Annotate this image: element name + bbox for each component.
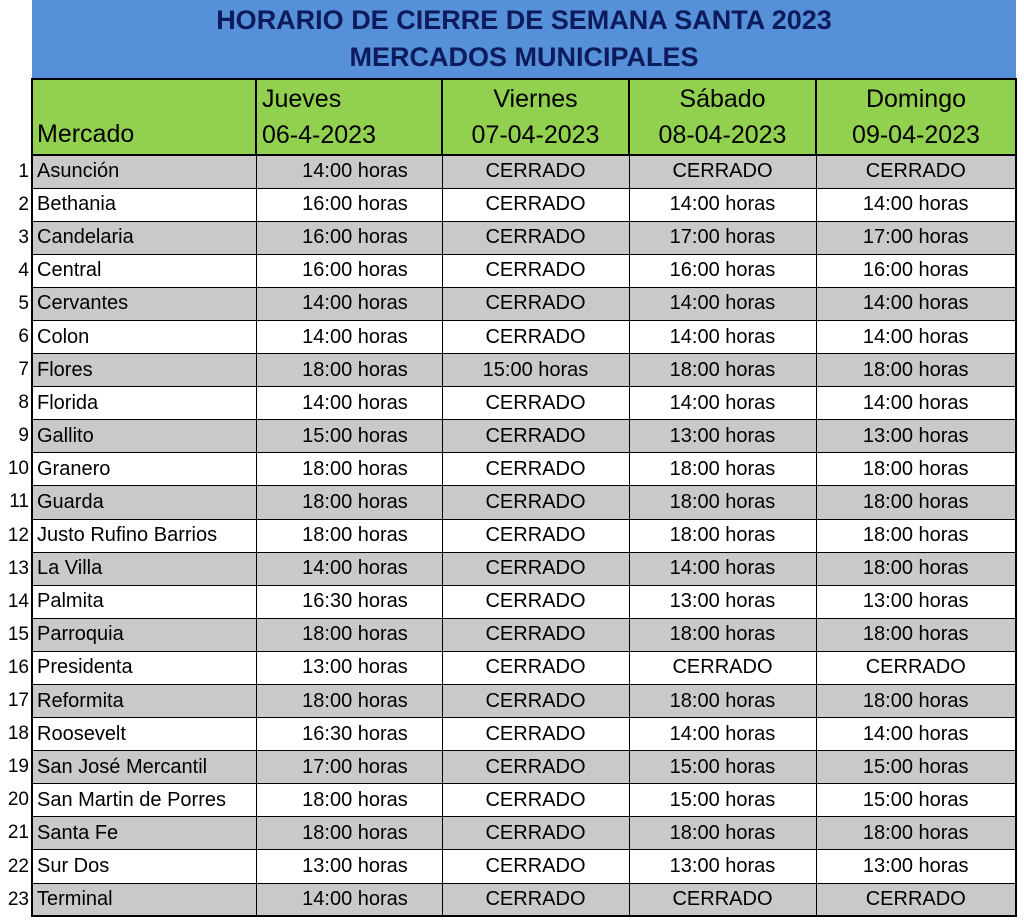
cell-sabado: 13:00 horas: [629, 420, 816, 453]
market-name: Candelaria: [32, 221, 256, 254]
cell-jueves: 18:00 horas: [256, 453, 442, 486]
cell-sabado: CERRADO: [629, 883, 816, 916]
cell-jueves: 18:00 horas: [256, 784, 442, 817]
row-number: 19: [0, 751, 32, 784]
table-row: [0, 221, 1016, 254]
market-name: Cervantes: [32, 287, 256, 320]
table-row: [0, 287, 1016, 320]
cell-viernes: CERRADO: [442, 420, 629, 453]
cell-sabado: 13:00 horas: [629, 585, 816, 618]
cell-sabado: CERRADO: [629, 155, 816, 188]
row-number: 4: [0, 254, 32, 287]
market-name: Palmita: [32, 585, 256, 618]
table-row: [0, 354, 1016, 387]
date-label: 06-4-2023: [262, 121, 376, 149]
table-row: [0, 552, 1016, 585]
cell-viernes: CERRADO: [442, 685, 629, 718]
cell-viernes: CERRADO: [442, 155, 629, 188]
day-label: Jueves: [262, 85, 342, 113]
day-label: Sábado: [679, 85, 766, 113]
header-sabado: [629, 79, 816, 155]
market-name: Roosevelt: [32, 718, 256, 751]
cell-domingo: 14:00 horas: [816, 387, 1016, 420]
cell-domingo: 18:00 horas: [816, 486, 1016, 519]
cell-domingo: 14:00 horas: [816, 188, 1016, 221]
row-number: 14: [0, 585, 32, 618]
cell-domingo: 18:00 horas: [816, 618, 1016, 651]
row-number-header: [0, 79, 32, 155]
cell-jueves: 18:00 horas: [256, 685, 442, 718]
cell-sabado: 14:00 horas: [629, 320, 816, 353]
cell-domingo: 18:00 horas: [816, 552, 1016, 585]
cell-jueves: 18:00 horas: [256, 354, 442, 387]
cell-viernes: CERRADO: [442, 486, 629, 519]
cell-jueves: 13:00 horas: [256, 850, 442, 883]
cell-jueves: 16:00 horas: [256, 221, 442, 254]
cell-viernes: CERRADO: [442, 850, 629, 883]
cell-viernes: CERRADO: [442, 784, 629, 817]
cell-domingo: 13:00 horas: [816, 420, 1016, 453]
cell-viernes: CERRADO: [442, 883, 629, 916]
cell-viernes: CERRADO: [442, 453, 629, 486]
cell-jueves: 18:00 horas: [256, 486, 442, 519]
cell-viernes: CERRADO: [442, 387, 629, 420]
market-name: San Martin de Porres: [32, 784, 256, 817]
cell-sabado: 14:00 horas: [629, 188, 816, 221]
market-name: Presidenta: [32, 651, 256, 684]
cell-viernes: CERRADO: [442, 519, 629, 552]
table-row: [0, 751, 1016, 784]
cell-sabado: 18:00 horas: [629, 685, 816, 718]
row-number: 7: [0, 354, 32, 387]
cell-domingo: 18:00 horas: [816, 519, 1016, 552]
cell-sabado: 16:00 horas: [629, 254, 816, 287]
title-line-2: MERCADOS MUNICIPALES: [349, 42, 699, 72]
market-name: Colon: [32, 320, 256, 353]
table-row: [0, 685, 1016, 718]
cell-sabado: 14:00 horas: [629, 387, 816, 420]
title-banner: [32, 0, 1016, 78]
cell-viernes: CERRADO: [442, 221, 629, 254]
cell-sabado: 18:00 horas: [629, 486, 816, 519]
cell-jueves: 14:00 horas: [256, 552, 442, 585]
row-number: 6: [0, 320, 32, 353]
cell-viernes: CERRADO: [442, 552, 629, 585]
table-header: [0, 79, 1016, 155]
market-name: Sur Dos: [32, 850, 256, 883]
cell-viernes: CERRADO: [442, 320, 629, 353]
market-name: Justo Rufino Barrios: [32, 519, 256, 552]
table-row: [0, 883, 1016, 916]
market-name: Reformita: [32, 685, 256, 718]
cell-sabado: 18:00 horas: [629, 453, 816, 486]
cell-jueves: 14:00 horas: [256, 320, 442, 353]
cell-sabado: 18:00 horas: [629, 354, 816, 387]
cell-sabado: 17:00 horas: [629, 221, 816, 254]
market-name: Flores: [32, 354, 256, 387]
cell-viernes: CERRADO: [442, 817, 629, 850]
cell-domingo: 18:00 horas: [816, 453, 1016, 486]
row-number: 23: [0, 883, 32, 916]
row-number: 11: [0, 486, 32, 519]
row-number: 17: [0, 685, 32, 718]
cell-domingo: CERRADO: [816, 155, 1016, 188]
table-row: [0, 585, 1016, 618]
table-row: [0, 519, 1016, 552]
row-number: 3: [0, 221, 32, 254]
cell-jueves: 14:00 horas: [256, 883, 442, 916]
row-number: 15: [0, 618, 32, 651]
cell-viernes: CERRADO: [442, 651, 629, 684]
row-number: 13: [0, 552, 32, 585]
table-row: [0, 420, 1016, 453]
market-name: Bethania: [32, 188, 256, 221]
cell-viernes: CERRADO: [442, 585, 629, 618]
market-name: Santa Fe: [32, 817, 256, 850]
table-row: [0, 718, 1016, 751]
cell-sabado: 14:00 horas: [629, 552, 816, 585]
market-name: San José Mercantil: [32, 751, 256, 784]
cell-domingo: 18:00 horas: [816, 817, 1016, 850]
table-row: [0, 850, 1016, 883]
row-number: 20: [0, 784, 32, 817]
table-row: [0, 486, 1016, 519]
cell-domingo: 15:00 horas: [816, 751, 1016, 784]
cell-domingo: 16:00 horas: [816, 254, 1016, 287]
cell-domingo: CERRADO: [816, 651, 1016, 684]
cell-jueves: 18:00 horas: [256, 618, 442, 651]
row-number: 8: [0, 387, 32, 420]
day-label: Domingo: [865, 85, 967, 113]
header-viernes: [442, 79, 629, 155]
date-label: 07-04-2023: [471, 121, 600, 149]
row-number: 9: [0, 420, 32, 453]
cell-domingo: 17:00 horas: [816, 221, 1016, 254]
table-row: [0, 155, 1016, 188]
cell-jueves: 16:30 horas: [256, 585, 442, 618]
cell-jueves: 13:00 horas: [256, 651, 442, 684]
cell-sabado: CERRADO: [629, 651, 816, 684]
cell-jueves: 18:00 horas: [256, 817, 442, 850]
row-number: 5: [0, 287, 32, 320]
cell-domingo: 18:00 horas: [816, 685, 1016, 718]
row-number: 18: [0, 718, 32, 751]
market-name: Asunción: [32, 155, 256, 188]
cell-jueves: 14:00 horas: [256, 387, 442, 420]
market-name: Terminal: [32, 883, 256, 916]
cell-viernes: CERRADO: [442, 188, 629, 221]
cell-jueves: 16:00 horas: [256, 188, 442, 221]
market-name: Gallito: [32, 420, 256, 453]
cell-domingo: CERRADO: [816, 883, 1016, 916]
cell-domingo: 14:00 horas: [816, 718, 1016, 751]
header-jueves: [256, 79, 442, 155]
cell-viernes: CERRADO: [442, 287, 629, 320]
table-row: [0, 320, 1016, 353]
cell-jueves: 17:00 horas: [256, 751, 442, 784]
table-row: [0, 651, 1016, 684]
row-number: 16: [0, 651, 32, 684]
cell-domingo: 15:00 horas: [816, 784, 1016, 817]
market-name: Granero: [32, 453, 256, 486]
table-row: [0, 387, 1016, 420]
table-row: [0, 817, 1016, 850]
header-domingo: [816, 79, 1016, 155]
cell-domingo: 14:00 horas: [816, 287, 1016, 320]
cell-sabado: 13:00 horas: [629, 850, 816, 883]
cell-sabado: 14:00 horas: [629, 718, 816, 751]
cell-viernes: 15:00 horas: [442, 354, 629, 387]
mercado-header: Mercado: [32, 79, 256, 155]
market-name: Central: [32, 254, 256, 287]
cell-jueves: 16:00 horas: [256, 254, 442, 287]
cell-viernes: CERRADO: [442, 751, 629, 784]
market-name: Florida: [32, 387, 256, 420]
cell-sabado: 15:00 horas: [629, 784, 816, 817]
cell-sabado: 18:00 horas: [629, 618, 816, 651]
market-name: Guarda: [32, 486, 256, 519]
row-number: 22: [0, 850, 32, 883]
cell-jueves: 16:30 horas: [256, 718, 442, 751]
table-row: [0, 618, 1016, 651]
table-row: [0, 453, 1016, 486]
cell-jueves: 14:00 horas: [256, 287, 442, 320]
cell-domingo: 14:00 horas: [816, 320, 1016, 353]
row-number: 21: [0, 817, 32, 850]
cell-sabado: 14:00 horas: [629, 287, 816, 320]
cell-viernes: CERRADO: [442, 718, 629, 751]
table-body: [0, 155, 1016, 916]
day-label: Viernes: [493, 85, 578, 113]
market-name: La Villa: [32, 552, 256, 585]
row-number: 10: [0, 453, 32, 486]
cell-jueves: 15:00 horas: [256, 420, 442, 453]
row-number: 12: [0, 519, 32, 552]
cell-sabado: 18:00 horas: [629, 817, 816, 850]
table-row: [0, 188, 1016, 221]
market-name: Parroquia: [32, 618, 256, 651]
title-line-1: HORARIO DE CIERRE DE SEMANA SANTA 2023: [216, 5, 832, 35]
schedule-table: [0, 78, 1017, 917]
row-number: 1: [0, 155, 32, 188]
header-row: [0, 79, 1016, 155]
table-row: [0, 254, 1016, 287]
cell-sabado: 18:00 horas: [629, 519, 816, 552]
row-number: 2: [0, 188, 32, 221]
date-label: 09-04-2023: [852, 121, 980, 149]
cell-viernes: CERRADO: [442, 618, 629, 651]
cell-viernes: CERRADO: [442, 254, 629, 287]
date-label: 08-04-2023: [658, 121, 787, 149]
cell-jueves: 14:00 horas: [256, 155, 442, 188]
cell-sabado: 15:00 horas: [629, 751, 816, 784]
cell-jueves: 18:00 horas: [256, 519, 442, 552]
cell-domingo: 18:00 horas: [816, 354, 1016, 387]
cell-domingo: 13:00 horas: [816, 585, 1016, 618]
cell-domingo: 13:00 horas: [816, 850, 1016, 883]
table-row: [0, 784, 1016, 817]
